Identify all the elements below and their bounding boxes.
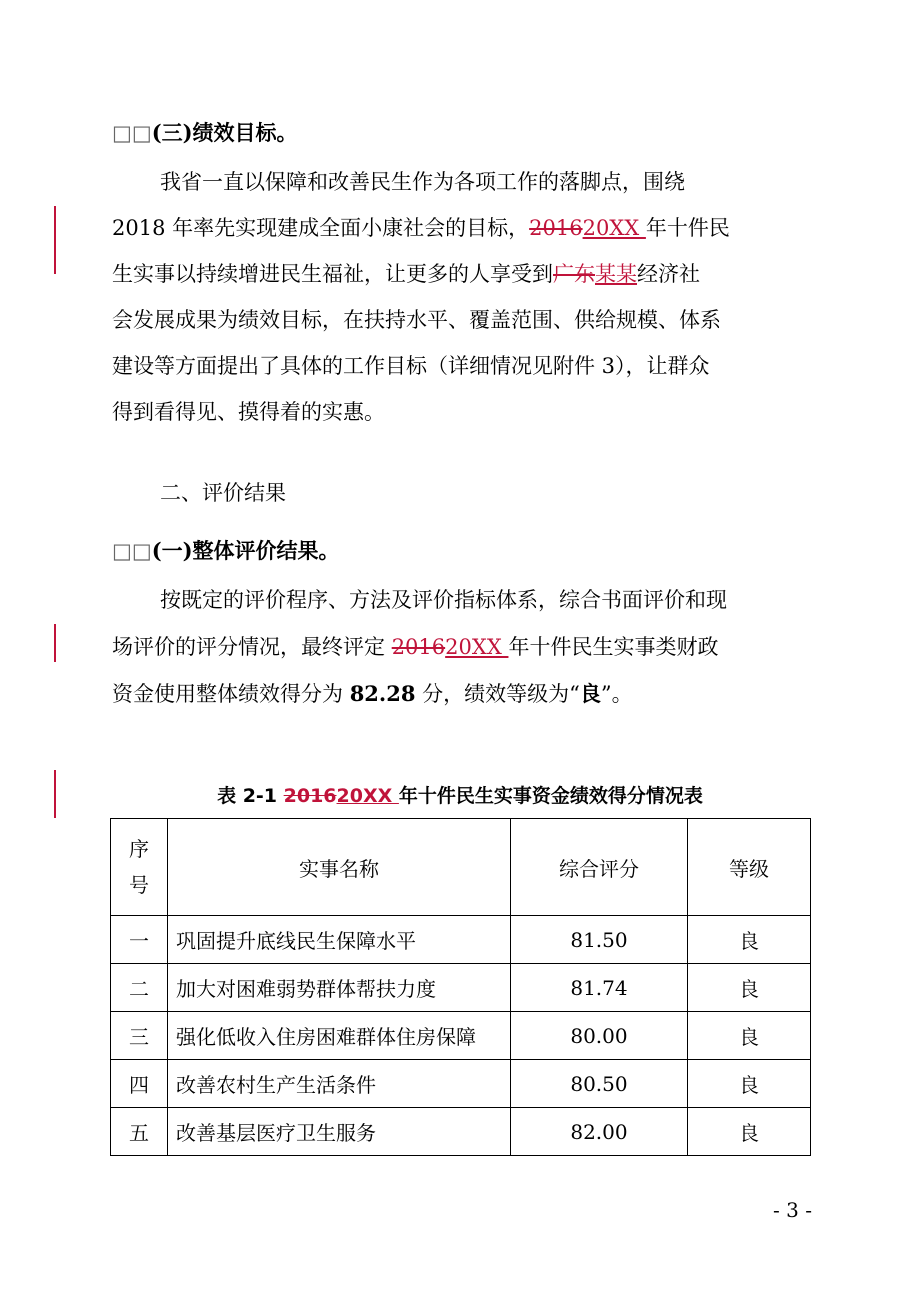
inserted-text: 某某 xyxy=(595,262,637,286)
row-name: 巩固提升底线民生保障水平 xyxy=(168,916,511,964)
header-grade: 等级 xyxy=(688,819,811,916)
table-row xyxy=(111,964,811,1012)
row-number: 四 xyxy=(111,1060,168,1108)
row-score: 80.50 xyxy=(511,1060,688,1108)
table-row xyxy=(111,1060,811,1108)
header-name: 实事名称 xyxy=(168,819,511,916)
paragraph-line: 建设等方面提出了具体的工作目标（详细情况见附件 3），让群众 xyxy=(112,354,710,378)
deleted-text: 广东 xyxy=(553,262,595,286)
inserted-text: 20XX xyxy=(582,216,646,240)
paragraph-line: 得到看得见、摸得着的实惠。 xyxy=(112,400,385,424)
deleted-text: 2016 xyxy=(283,785,337,807)
row-number: 三 xyxy=(111,1012,168,1060)
overall-score: 82.28 xyxy=(349,681,416,706)
section-heading-evaluation-results: 二、评价结果 xyxy=(160,481,286,505)
row-grade: 良 xyxy=(688,916,811,964)
revision-change-bar xyxy=(54,206,56,274)
paragraph-line: 场评价的评分情况，最终评定 201620XX 年十件民生实事类财政 xyxy=(112,635,719,659)
paragraph-line: 资金使用整体绩效得分为 82.28 分，绩效等级为“良”。 xyxy=(112,681,633,706)
paragraph-line: 会发展成果为绩效目标，在扶持水平、覆盖范围、供给规模、体系 xyxy=(112,308,721,332)
row-number: 一 xyxy=(111,916,168,964)
paragraph-line: 我省一直以保障和改善民生作为各项工作的落脚点，围绕 xyxy=(160,170,685,194)
section-heading-performance-goals: □□(三)绩效目标。 xyxy=(112,120,298,145)
deleted-text: 2016 xyxy=(529,216,583,240)
placeholder-marker: □□ xyxy=(112,121,152,145)
deleted-text: 2016 xyxy=(391,635,446,659)
section-heading-overall-results: □□(一)整体评价结果。 xyxy=(112,538,340,563)
row-name: 加大对困难弱势群体帮扶力度 xyxy=(168,964,511,1012)
placeholder-marker: □□ xyxy=(112,539,152,563)
row-name: 改善农村生产生活条件 xyxy=(168,1060,511,1108)
inserted-text: 20XX xyxy=(336,785,399,807)
table-header-row xyxy=(111,819,811,916)
performance-score-table xyxy=(110,818,811,1156)
row-score: 82.00 xyxy=(511,1108,688,1156)
table-row xyxy=(111,1012,811,1060)
row-score: 80.00 xyxy=(511,1012,688,1060)
revision-change-bar xyxy=(54,624,56,662)
row-grade: 良 xyxy=(688,1108,811,1156)
header-number: 序 号 xyxy=(111,819,168,916)
row-name: 强化低收入住房困难群体住房保障 xyxy=(168,1012,511,1060)
table-row xyxy=(111,916,811,964)
row-score: 81.74 xyxy=(511,964,688,1012)
header-score: 综合评分 xyxy=(511,819,688,916)
row-score: 81.50 xyxy=(511,916,688,964)
row-number: 二 xyxy=(111,964,168,1012)
row-grade: 良 xyxy=(688,1012,811,1060)
inserted-text: 20XX xyxy=(445,635,509,659)
paragraph-line: 按既定的评价程序、方法及评价指标体系，综合书面评价和现 xyxy=(160,588,727,612)
overall-grade: 良 xyxy=(579,681,601,706)
row-grade: 良 xyxy=(688,1060,811,1108)
table-row xyxy=(111,1108,811,1156)
row-number: 五 xyxy=(111,1108,168,1156)
row-grade: 良 xyxy=(688,964,811,1012)
page-number: - 3 - xyxy=(773,1198,812,1222)
row-name: 改善基层医疗卫生服务 xyxy=(168,1108,511,1156)
paragraph-line: 生实事以持续增进民生福祉，让更多的人享受到广东某某经济社 xyxy=(112,262,700,286)
table-caption: 表 2-1 201620XX 年十件民生实事资金绩效得分情况表 xyxy=(217,785,703,807)
paragraph-line: 2018 年率先实现建成全面小康社会的目标，201620XX 年十件民 xyxy=(112,216,730,240)
